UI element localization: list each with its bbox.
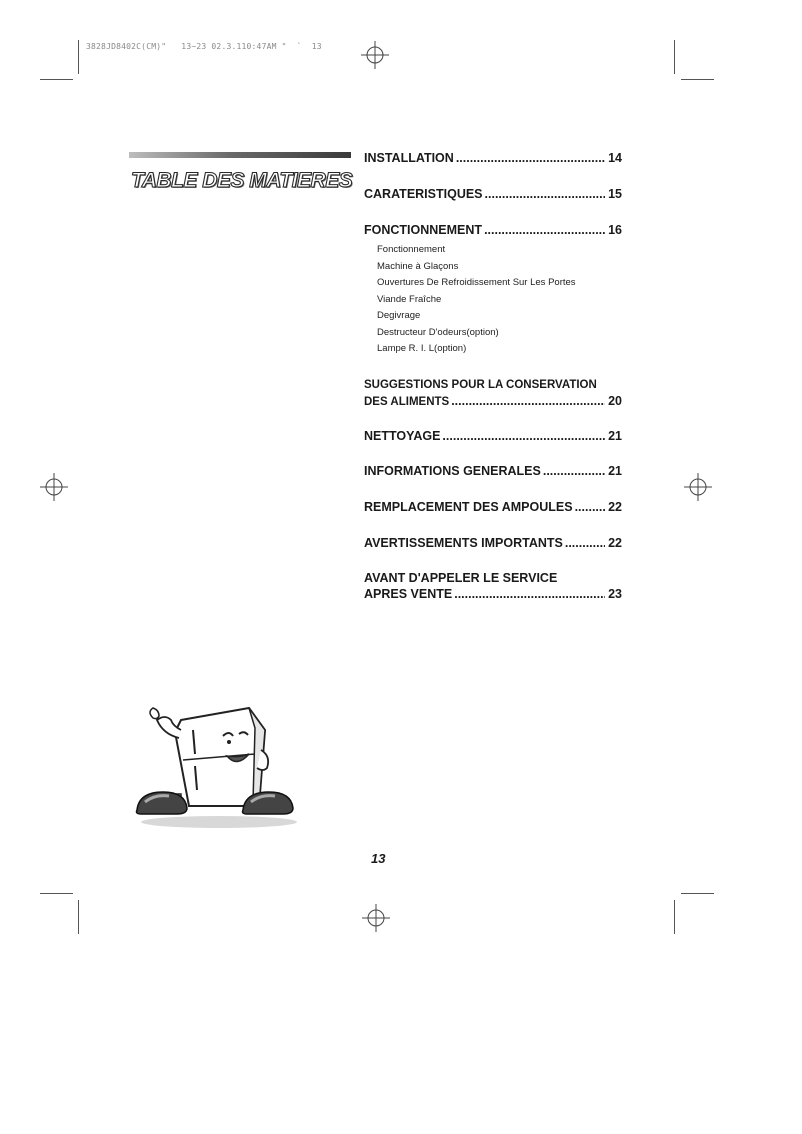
toc-entry-page: 23 <box>608 587 622 601</box>
toc-entry-label: DES ALIMENTS <box>364 396 450 408</box>
toc-entry-label: INFORMATIONS GENERALES <box>364 464 541 478</box>
refrigerator-mascot-icon <box>131 690 303 830</box>
toc-entry-page: 21 <box>608 429 622 443</box>
toc-entry-avertissements[interactable] <box>364 535 622 551</box>
leader-dots <box>543 463 605 479</box>
leader-dots <box>442 428 605 444</box>
toc-subitem[interactable]: Fonctionnement <box>377 244 446 255</box>
crop-mark <box>40 893 73 894</box>
crop-mark <box>40 79 73 80</box>
toc-entry-installation[interactable] <box>364 150 622 166</box>
toc-subitem[interactable]: Degivrage <box>377 310 421 321</box>
printer-header: 3828JD8402C(CM)" 13~23 02.3.110:47AM " ` 13 <box>86 42 322 51</box>
toc-entry-label: FONCTIONNEMENT <box>364 223 483 237</box>
toc-entry-label: INSTALLATION <box>364 151 454 165</box>
leader-dots <box>575 499 606 515</box>
title-rule <box>129 152 351 158</box>
crop-mark <box>674 900 675 934</box>
toc-subitem[interactable]: Destructeur D'odeurs(option) <box>377 327 499 338</box>
toc-entry-page: 20 <box>608 394 622 408</box>
leader-dots <box>485 186 606 202</box>
leader-dots <box>565 535 605 551</box>
toc-entry-page: 22 <box>608 536 622 550</box>
toc-entry-label: REMPLACEMENT DES AMPOULES <box>364 500 573 514</box>
leader-dots <box>456 150 605 166</box>
toc-entry-fonctionnement[interactable] <box>364 222 622 238</box>
toc-entry-label: AVERTISSEMENTS IMPORTANTS <box>364 536 563 550</box>
toc-entry-label: APRES VENTE <box>364 587 453 601</box>
toc-entry-suggestions[interactable] <box>364 377 622 410</box>
toc-entry-nettoyage[interactable] <box>364 428 622 444</box>
crop-mark <box>78 900 79 934</box>
toc-entry-page: 22 <box>608 500 622 514</box>
toc-subitem[interactable]: Viande Fraîche <box>377 294 442 305</box>
toc-entry-informations[interactable] <box>364 463 622 479</box>
toc-entry-page: 15 <box>608 187 622 201</box>
registration-mark-icon <box>684 473 712 501</box>
registration-mark-icon <box>40 473 68 501</box>
page-title: TABLE DES MATIERES <box>131 169 353 192</box>
leader-dots <box>454 586 605 602</box>
toc-entry-remplacement[interactable] <box>364 499 622 515</box>
toc-entry-label-line1: SUGGESTIONS POUR LA CONSERVATION <box>364 379 597 391</box>
toc-entry-label: CARATERISTIQUES <box>364 187 483 201</box>
crop-mark <box>78 40 79 74</box>
crop-mark <box>681 893 714 894</box>
toc-entry-page: 14 <box>608 151 622 165</box>
toc-entry-avant-appeler[interactable] <box>364 570 622 602</box>
toc-entry-page: 16 <box>608 223 622 237</box>
toc-entry-label-line1: AVANT D'APPELER LE SERVICE <box>364 571 558 585</box>
toc-entry-label: NETTOYAGE <box>364 429 441 443</box>
toc-entry-page: 21 <box>608 464 622 478</box>
crop-mark <box>674 40 675 74</box>
page-number: 13 <box>371 851 386 866</box>
leader-dots <box>451 393 605 409</box>
toc-subitem[interactable]: Lampe R. I. L(option) <box>377 343 467 354</box>
leader-dots <box>484 222 605 238</box>
toc-entry-caracteristiques[interactable] <box>364 186 622 202</box>
crop-mark <box>681 79 714 80</box>
registration-mark-icon <box>362 904 390 932</box>
toc-subitem[interactable]: Ouvertures De Refroidissement Sur Les Portes <box>377 277 576 288</box>
toc-subitem[interactable]: Machine à Glaçons <box>377 261 459 272</box>
registration-mark-icon <box>361 41 389 69</box>
